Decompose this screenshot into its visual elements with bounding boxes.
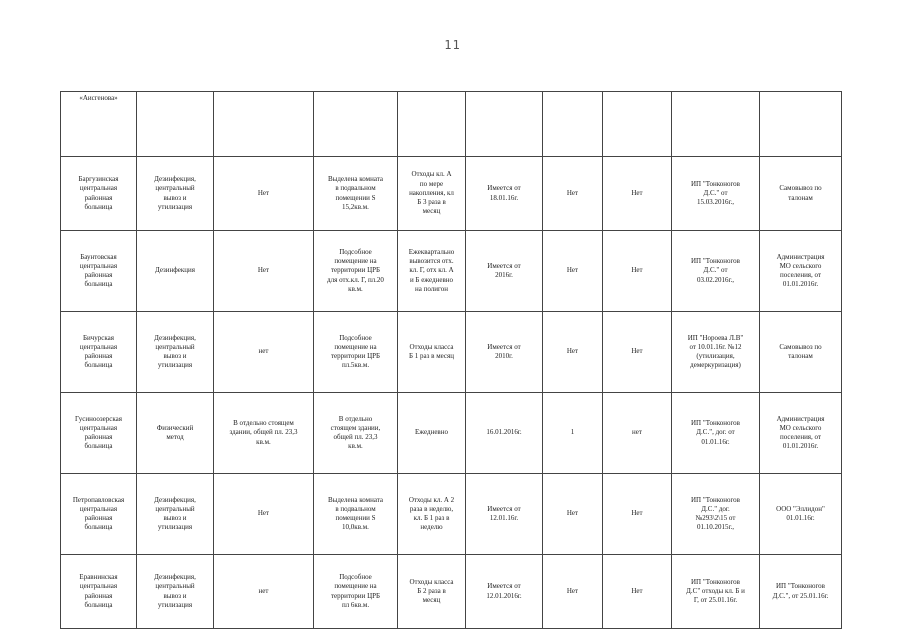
table-cell <box>61 92 137 157</box>
cell-text: Дезинфекция, центральный вывоз и утилизация <box>154 573 196 609</box>
cell-building <box>214 393 314 474</box>
cell-text: Гусиноозерская центральная районная больница <box>75 414 122 451</box>
cell-text: ИП "Тонконогов Д.С." от 15.03.2016г., <box>690 179 740 207</box>
cell-building <box>214 231 314 312</box>
cell-text: ИП "Тонконогов Д.С." от 03.02.2016г., <box>690 257 740 284</box>
cell-waste-export <box>398 312 466 393</box>
cell-executor <box>672 231 760 312</box>
cell-text: ИП "Тонконогов Д.С." дог. №293\2\15 от 01.10.2015г., <box>690 495 740 532</box>
cell-executor <box>672 393 760 474</box>
table-row-continuation <box>61 92 842 157</box>
cell-executor <box>672 157 760 231</box>
cell-method <box>137 393 214 474</box>
table-row <box>61 312 842 393</box>
cell-method <box>137 555 214 629</box>
cell-col8 <box>603 157 672 231</box>
cell-text: Нет <box>566 586 579 595</box>
cell-col8 <box>603 393 672 474</box>
cell-building <box>214 312 314 393</box>
cell-contract <box>466 231 543 312</box>
cell-text: Еравнинская центральная районная больница <box>79 573 118 609</box>
table-row <box>61 393 842 474</box>
cell-text: ИП "Тонконогов Д.С.", от 25.01.16г. <box>772 582 829 600</box>
cell-col7 <box>543 474 603 555</box>
cell-text: Нет <box>631 266 643 275</box>
cell-room <box>314 393 398 474</box>
cell-hospital <box>61 474 137 555</box>
cell-text: Физический метод <box>156 423 194 441</box>
cell-waste-export <box>398 231 466 312</box>
cell-text: нет <box>632 428 642 437</box>
cell-method <box>137 474 214 555</box>
cell-text: В отдельно стоящем здании, общей пл. 23,3 кв.м. <box>330 414 381 451</box>
cell-hospital <box>61 157 137 231</box>
cell-text: Самовывоз по талонам <box>779 184 822 202</box>
cell-room <box>314 312 398 393</box>
cell-building <box>214 474 314 555</box>
cell-text: Нет <box>631 509 643 518</box>
cell-contract <box>466 474 543 555</box>
cell-text: Петропавловская центральная районная больница <box>72 495 125 532</box>
cell-col7 <box>543 393 603 474</box>
cell-text: Самовывоз по талонам <box>779 342 822 360</box>
page-number: 11 <box>444 38 461 52</box>
table-row <box>61 157 842 231</box>
cell-col7 <box>543 312 603 393</box>
table-cell <box>603 92 672 157</box>
cell-text: Нет <box>631 347 643 356</box>
cell-text: Имеется от 18.01.16г. <box>487 184 521 202</box>
cell-text: Отходы класса Б 1 раз в месяц <box>409 342 454 360</box>
cell-transport <box>760 393 842 474</box>
medical-waste-table <box>60 91 842 629</box>
cell-col8 <box>603 555 672 629</box>
cell-text: Нет <box>566 347 579 356</box>
table-cell <box>466 92 543 157</box>
cell-method <box>137 231 214 312</box>
cell-col8 <box>603 312 672 393</box>
cell-transport <box>760 474 842 555</box>
cell-text: ИП "Нороева Л.В" от 10.01.16г. №12 (утилизация, демеркуризация) <box>687 333 744 370</box>
cell-text: Отходы кл. А 2 раза в неделю, кл. Б 1 раз в неделю <box>408 495 455 532</box>
cell-hospital <box>61 555 137 629</box>
cell-text: Нет <box>566 266 579 275</box>
cell-text: Баргузинская центральная районная больница <box>78 175 119 211</box>
cell-room <box>314 231 398 312</box>
table-cell <box>672 92 760 157</box>
cell-room <box>314 474 398 555</box>
cell-text: Подсобное помещение на территории ЦРБ пл.5кв.м. <box>330 333 381 370</box>
cell-waste-export <box>398 393 466 474</box>
cell-text: ООО "Эллидон" 01.01.16г. <box>776 504 825 522</box>
cell-text: Имеется от 2016г. <box>487 261 521 279</box>
cell-executor <box>672 312 760 393</box>
cell-col8 <box>603 474 672 555</box>
cell-text: ИП "Тонконогов Д.С" отходы кл. Б и Г, от 25.01.16г. <box>686 577 745 605</box>
cell-text: Нет <box>257 509 270 518</box>
cell-text: Нет <box>566 188 579 197</box>
cell-text: Имеется от 12.01.16г. <box>487 504 521 522</box>
cell-room <box>314 157 398 231</box>
cell-hospital <box>61 231 137 312</box>
cell-text: нет <box>258 347 269 356</box>
cell-text: Администрация МО сельского поселения, от 01.01.2016г. <box>776 414 825 451</box>
cell-text: Нет <box>566 509 579 518</box>
table-row <box>61 474 842 555</box>
cell-text: Имеется от 12.01.2016г. <box>486 582 522 600</box>
table-row <box>61 231 842 312</box>
cell-text: Нет <box>631 586 643 595</box>
cell-contract <box>466 393 543 474</box>
cell-text: Дезинфекция <box>154 266 196 275</box>
cell-text: Отходы кл. А по мере накопления, кл Б 3 раза в месяц <box>409 170 454 216</box>
cell-text: В отдельно стоящем здании, общей пл. 23,3 кв.м. <box>229 419 298 446</box>
cell-text: Дезинфекция, центральный вывоз и утилизация <box>154 333 196 370</box>
cell-text: Нет <box>631 188 643 197</box>
cell-building <box>214 157 314 231</box>
cell-executor <box>672 555 760 629</box>
cell-building <box>214 555 314 629</box>
cell-text: Выделена комната в подвальном помещении S 15,2кв.м. <box>327 175 383 211</box>
cell-transport <box>760 555 842 629</box>
table-cell <box>314 92 398 157</box>
cell-text: Подсобное помещение на территории ЦРБ пл 6кв.м. <box>330 573 381 609</box>
cell-waste-export <box>398 474 466 555</box>
cell-method <box>137 157 214 231</box>
cell-text: Выделена комната в подвальном помещении S 10,0кв.м. <box>327 495 383 532</box>
cell-contract <box>466 312 543 393</box>
cell-hospital <box>61 393 137 474</box>
cell-hospital <box>61 312 137 393</box>
cell-executor <box>672 474 760 555</box>
cell-text: Ежедневно <box>414 428 448 437</box>
cell-text: нет <box>258 586 269 595</box>
cell-text: Дезинфекция, центральный вывоз и утилизация <box>154 175 196 211</box>
table-row <box>61 555 842 629</box>
cell-transport <box>760 231 842 312</box>
cell-col7 <box>543 231 603 312</box>
cell-text: Имеется от 2010г. <box>487 342 521 360</box>
cell-text: 16.01.2016г. <box>486 428 522 437</box>
cell-text: Подсобное помещение на территории ЦРБ для отх.кл. Г, пл.20 кв.м. <box>327 247 384 293</box>
cell-waste-export <box>398 555 466 629</box>
cell-transport <box>760 312 842 393</box>
cell-transport <box>760 157 842 231</box>
cell-text: Бичурская центральная районная больница <box>79 333 118 370</box>
cell-text: Дезинфекция, центральный вывоз и утилизация <box>154 495 196 532</box>
cell-room <box>314 555 398 629</box>
cell-contract <box>466 555 543 629</box>
table-cell <box>137 92 214 157</box>
cell-contract <box>466 157 543 231</box>
cell-text: Нет <box>257 266 270 275</box>
cell-col7 <box>543 157 603 231</box>
cell-method <box>137 312 214 393</box>
cell-waste-export <box>398 157 466 231</box>
table-cell <box>760 92 842 157</box>
cell-text: «Аисгенова» <box>79 94 118 102</box>
cell-col7 <box>543 555 603 629</box>
cell-col8 <box>603 231 672 312</box>
cell-text: 1 <box>570 428 575 437</box>
table-cell <box>214 92 314 157</box>
cell-text: ИП "Тонконогов Д.С.", дог. от 01.01.16г. <box>690 419 740 446</box>
cell-text: Администрация МО сельского поселения, от 01.01.2016г. <box>776 252 825 289</box>
cell-text: Баунтовская центральная районная больница <box>79 252 118 289</box>
cell-text: Нет <box>257 188 270 197</box>
cell-text: Отходы класса Б 2 раза в месяц <box>409 577 454 605</box>
table-cell <box>398 92 466 157</box>
table-cell <box>543 92 603 157</box>
cell-text: Ежеквартально вывозится отх. кл. Г, отх кл. А и Б ежедневно на полигон <box>408 247 455 293</box>
